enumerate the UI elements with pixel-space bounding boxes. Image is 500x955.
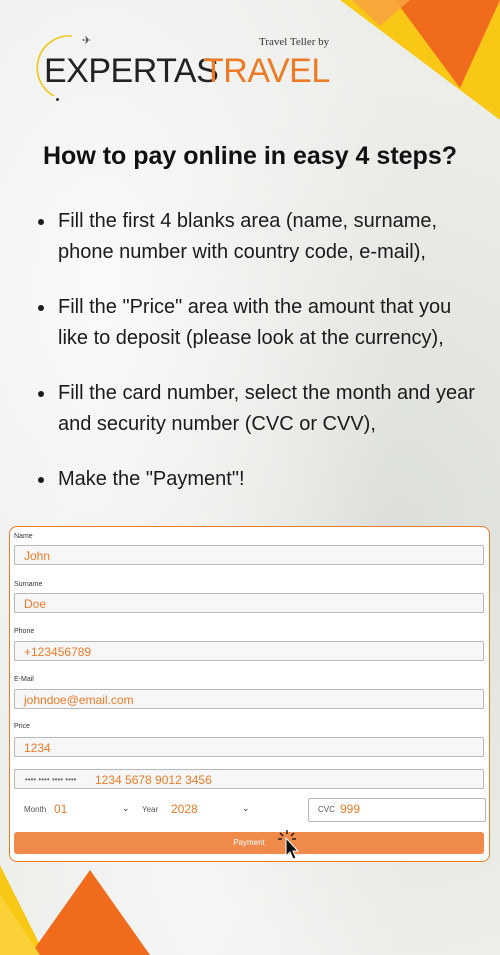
- price-label: Price: [14, 723, 30, 730]
- phone-field[interactable]: +123456789: [14, 641, 484, 661]
- card-mask: •••• •••• •••• ••••: [25, 775, 77, 784]
- brand-logo: [32, 30, 332, 105]
- step-item: Fill the "Price" area with the amount that you like to deposit (please look at the currency),: [34, 292, 484, 354]
- price-field[interactable]: 1234: [14, 737, 484, 757]
- chevron-down-icon: ⌄: [122, 803, 130, 813]
- cursor-click-icon: [276, 828, 304, 860]
- year-value: 2028: [171, 802, 198, 816]
- step-item: Fill the first 4 blanks area (name, surname, phone number with country code, e-mail),: [34, 206, 484, 268]
- month-label: Month: [24, 805, 47, 814]
- cvc-label: CVC: [318, 805, 335, 814]
- cvc-value: 999: [340, 802, 361, 816]
- name-label: Name: [14, 533, 33, 540]
- plane-icon: ✈: [82, 35, 92, 47]
- payment-form: [9, 526, 490, 862]
- surname-field[interactable]: Doe: [14, 593, 484, 613]
- page-title: How to pay online in easy 4 steps?: [43, 142, 457, 170]
- brand-name-part1: EXPERTAS: [44, 52, 219, 90]
- top-right-decoration: [340, 0, 500, 120]
- brand-tagline: Travel Teller by: [259, 36, 330, 48]
- email-field[interactable]: johndoe@email.com: [14, 689, 484, 709]
- step-item: Make the "Payment"!: [34, 464, 484, 495]
- logo-dot: [56, 98, 59, 101]
- payment-button[interactable]: Payment: [14, 832, 484, 854]
- surname-label: Surname: [14, 581, 43, 588]
- steps-list: [34, 206, 484, 519]
- month-value: 01: [54, 802, 68, 816]
- brand-name-part2: TRAVEL: [203, 52, 330, 90]
- cvc-field[interactable]: [308, 798, 486, 822]
- email-label: E-Mail: [14, 676, 34, 683]
- card-number-field[interactable]: [14, 769, 484, 789]
- chevron-down-icon: ⌄: [242, 803, 250, 813]
- card-number-value: 1234 5678 9012 3456: [95, 773, 212, 787]
- name-field[interactable]: John: [14, 545, 484, 565]
- step-item: Fill the card number, select the month and year and security number (CVC or CVV),: [34, 378, 484, 440]
- year-label: Year: [142, 805, 159, 814]
- phone-label: Phone: [14, 628, 35, 635]
